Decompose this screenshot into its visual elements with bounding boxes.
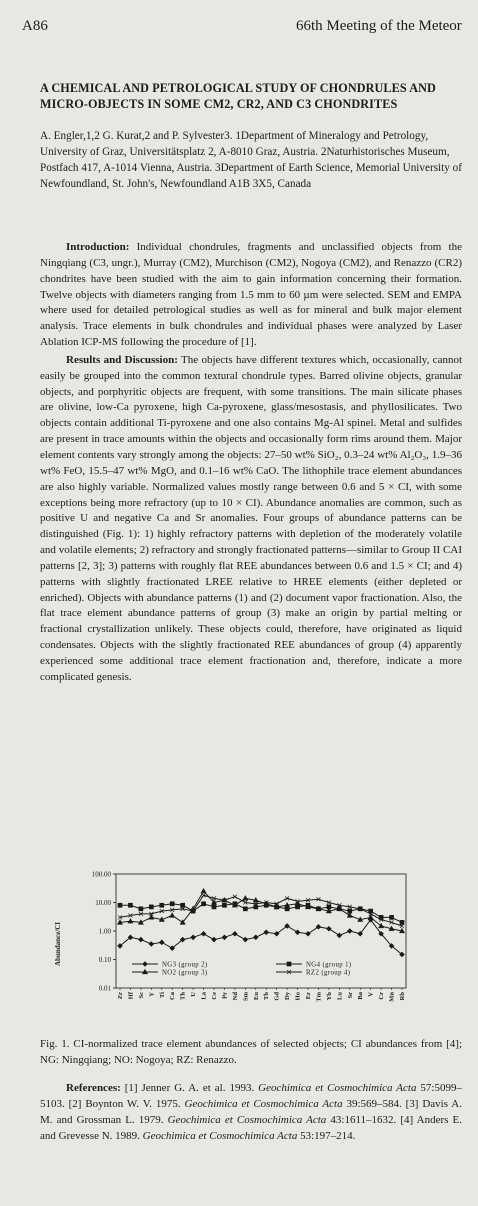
x-tick-label: Sc — [137, 992, 145, 999]
reference-pages: 39:569–584. — [342, 1098, 402, 1110]
introduction-heading: Introduction: — [66, 241, 130, 253]
data-point — [253, 935, 258, 940]
data-point — [337, 907, 341, 911]
references-heading: References: — [66, 1082, 121, 1094]
data-point — [347, 929, 352, 934]
chart-y-axis-label: Abundance/CI — [54, 922, 62, 966]
y-tick-label: 0.10 — [98, 956, 111, 964]
figure-1 — [44, 864, 464, 1024]
page-header — [22, 18, 478, 40]
data-point — [139, 907, 143, 911]
y-tick-label: 10.00 — [95, 899, 111, 907]
data-point — [149, 905, 153, 909]
x-tick-label: Sm — [242, 992, 250, 1002]
data-point — [348, 909, 352, 913]
data-point — [316, 907, 320, 911]
data-point — [347, 913, 352, 917]
data-point — [306, 903, 310, 907]
x-tick-label: V — [367, 992, 375, 997]
x-tick-label: Y — [148, 992, 156, 997]
data-point — [159, 940, 164, 945]
x-tick-label: Ce — [211, 992, 218, 1000]
data-point — [201, 931, 206, 936]
x-tick-label: Tb — [263, 992, 271, 1000]
reference-citation: [3] Davis A. M. and Grossman L. 1979. — [40, 1098, 462, 1126]
x-tick-label: Gd — [273, 992, 281, 1001]
legend-label: RZ2 (group 4) — [306, 969, 351, 977]
affiliation-3: 3Department of Earth Science, Memorial University of Newfoundland, St. John's, Newfoundland A1B 3X5, Canada — [40, 162, 462, 190]
legend-label: NG3 (group 2) — [162, 961, 208, 969]
results-text: The objects have different textures which, occasionally, cannot easily be grouped into the common textural chondrule types. Barred olivine objects, granular objects, and porphyritic objects are frequent, with some transitions. The main silicate phases are olivine, low-Ca pyroxene, high Ca-pyroxene, glass/mesostasis, and phyllosilicates. Two objects contain additional Ti-pyroxene and one also contains Mg-Al spinel. Metal and sulfides are present in trace amounts within the objects and occasionally form rims around them. Major element contents vary strongly among the objects: 27–50 wt% SiO₂, 0.3–24 wt% Al₂O₃, 1.9–36 wt% FeO, 15.5–47 wt% MgO, and 0.1–16 wt% CaO. The lithophile trace element abundances are also highly variable. Normalized values mostly range between 0.6 and 5 × CI, with some exceptions being more refractory (up to 10 × CI). Abundance anomalies are common, such as positive U and negative Ca and Sr anomalies. Four groups of abundance patterns can be distinguished (Fig. 1): 1) highly refractory patterns with depletion of the moderately volatile and volatile elements; 2) refractory and strongly fractionated patterns—similar to Group II CAI patterns [2, 3]; 3) patterns with roughly flat REE abundances between 0.6 and 1.5 × CI; and 4) patterns with slightly fractionated LREE relative to HREE elements (either depleted or enriched). Objects with abundance patterns (1) and (2) document vapor fractionation. Also, the flat trace element abundance patterns of group (3) make an origin by partial melting or fractional crystallization unlikely. These objects could, therefore, have originated as liquid condensates. Objects with the slightly fractionated REE abundances of group (4) apparently experienced some additional trace element fractionation and, therefore, indicate a more complicated genesis. — [40, 353, 463, 683]
x-tick-label: Nd — [231, 992, 239, 1001]
running-title: 66th Meeting of the Meteor — [296, 18, 462, 34]
affiliation-2: 2Naturhistorisches Museum, Postfach 417, A-1014 Vienna, Austria. — [40, 146, 450, 174]
page-number: A86 — [22, 18, 48, 34]
x-tick-label: Er — [305, 992, 312, 1000]
references-section — [40, 1080, 462, 1144]
introduction-paragraph — [40, 240, 462, 351]
data-point — [285, 907, 289, 911]
results-heading: Results and Discussion: — [66, 353, 178, 366]
x-tick-label: Th — [179, 992, 187, 1000]
data-point — [243, 896, 248, 900]
x-tick-label: U — [190, 992, 198, 997]
y-tick-label: 1.00 — [98, 927, 111, 936]
data-point — [295, 930, 300, 935]
data-point — [243, 907, 247, 911]
x-tick-label: Mn — [388, 992, 396, 1002]
x-tick-label: Pr — [221, 992, 229, 999]
x-tick-label: Ca — [169, 992, 177, 1000]
x-tick-label: Hf — [127, 992, 135, 1000]
legend-marker — [287, 962, 291, 966]
article-body — [40, 240, 462, 686]
x-tick-label: Ho — [294, 992, 302, 1001]
data-point — [400, 920, 404, 924]
x-tick-label: Yb — [325, 992, 333, 1001]
x-tick-label: Sr — [346, 992, 354, 999]
data-point — [212, 937, 217, 942]
reference-citation: [2] Boynton W. V. 1975. — [64, 1098, 185, 1110]
legend-label: NG4 (group 1) — [306, 961, 352, 969]
reference-citation: [4] Anders E. and Grevesse N. 1989. — [40, 1114, 462, 1142]
reference-journal: Geochimica et Cosmochimica Acta — [142, 1130, 298, 1142]
x-tick-label: Zr — [117, 992, 124, 1000]
article-title: A CHEMICAL AND PETROLOGICAL STUDY OF CHONDRULES AND MICRO-OBJECTS IN SOME CM2, CR2, AND C3 CHONDRITES — [40, 81, 436, 111]
data-point — [160, 903, 164, 907]
data-point — [202, 902, 206, 906]
data-point — [390, 915, 394, 919]
data-point — [191, 935, 196, 940]
x-tick-label: Dy — [284, 992, 292, 1000]
legend-marker — [143, 962, 148, 967]
x-tick-label: Ba — [357, 992, 365, 1000]
data-point — [264, 930, 269, 935]
author-block — [40, 128, 462, 192]
abundance-chart — [44, 864, 464, 1024]
x-tick-label: Rb — [399, 992, 406, 1001]
x-tick-label: Cr — [378, 992, 386, 1000]
data-point — [222, 935, 227, 940]
y-tick-label: 100.00 — [91, 870, 111, 879]
data-point — [233, 902, 237, 906]
y-tick-label: 0.01 — [98, 984, 111, 993]
reference-journal: Geochimica et Cosmochimica Acta — [258, 1082, 417, 1094]
series-line — [120, 920, 402, 955]
reference-pages: 53:197–214. — [297, 1130, 356, 1142]
x-tick-label: Tm — [315, 992, 323, 1002]
data-point — [296, 905, 300, 909]
reference-pages: 57:5099–5103. — [40, 1082, 462, 1110]
x-tick-label: Ti — [158, 992, 166, 999]
x-tick-label: Lu — [336, 992, 344, 1000]
data-point — [139, 937, 144, 942]
data-point — [327, 905, 331, 909]
data-point — [212, 905, 216, 909]
reference-citation: [1] Jenner G. A. et al. 1993. — [124, 1082, 259, 1094]
legend-label: NO2 (group 3) — [162, 969, 208, 977]
data-point — [181, 903, 185, 907]
reference-pages: 43:1611–1632. — [326, 1114, 397, 1126]
data-point — [128, 919, 133, 923]
data-point — [118, 903, 122, 907]
data-point — [222, 903, 226, 907]
x-tick-label: Eu — [252, 992, 260, 1000]
data-point — [149, 942, 154, 947]
data-point — [243, 937, 248, 942]
reference-journal: Geochimica et Cosmochimica Acta — [167, 1114, 327, 1126]
reference-journal: Geochimica et Cosmochimica Acta — [184, 1098, 343, 1110]
series-0 — [118, 917, 405, 956]
reference-item — [65, 1098, 402, 1110]
author-names: A. Engler,1,2 G. Kurat,2 and P. Sylvester3. — [40, 130, 233, 142]
affiliation-1: 1Department of Mineralogy and Petrology, University of Graz, Universitätsplatz 2, A-8010 Graz, Austria. — [40, 130, 429, 158]
figure-caption: Fig. 1. CI-normalized trace element abundances of selected objects; CI abundances from [4]; NG: Ningqiang; NO: Nogoya; RZ: Renazzo. — [40, 1038, 462, 1066]
x-tick-label: La — [200, 992, 208, 1000]
data-point — [170, 902, 174, 906]
results-paragraph — [40, 353, 462, 686]
data-point — [170, 913, 175, 917]
introduction-text: Individual chondrules, fragments and unclassified objects from the Ningqiang (C3, ungr.), Murray (CM2), Murchison (CM2), Nogoya (CM2), and Renazzo (CR2) chondrites have been studied with the aim to gain information concerning their formation. Twelve objects with diameters ranging from 1.5 mm to 60 µm were selected. SEM and EMPA where used for detailed petrological studies as well as for mineral and bulk major element analysis. Trace elements in bulk chondrules and individual phases were analyzed by Laser Ablation ICP-MS following the procedure of [1]. — [40, 241, 462, 349]
data-point — [233, 931, 238, 936]
data-point — [201, 889, 206, 893]
data-point — [128, 903, 132, 907]
